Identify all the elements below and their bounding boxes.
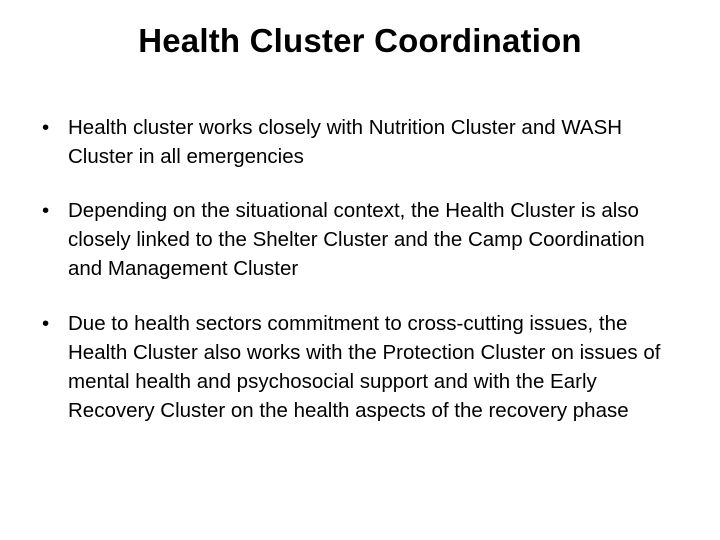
list-item-label: Due to health sectors commitment to cross-cutting issues, the Health Cluster also works with the Protection Cluster on issues of mental health and psychosocial support and with the Early Recovery Cluster on the health aspects of the recovery phase bbox=[68, 311, 661, 422]
bullet-point-icon: • bbox=[42, 116, 50, 139]
bullet-point-icon: • bbox=[42, 311, 50, 335]
page-title: Health Cluster Coordination bbox=[138, 22, 582, 59]
list-item-label: Depending on the situational context, the Health Cluster is also closely linked to the Shelter Cluster and the Camp Coordination and Management Cluster bbox=[68, 199, 645, 281]
list-item bbox=[34, 309, 684, 425]
bullet-point-icon: • bbox=[42, 199, 50, 223]
list-item-label: Health cluster works closely with Nutrition Cluster and WASH Cluster in all emergencies bbox=[68, 116, 623, 169]
list-item bbox=[34, 113, 684, 171]
list-item bbox=[34, 196, 684, 283]
bullet-list bbox=[34, 113, 684, 425]
